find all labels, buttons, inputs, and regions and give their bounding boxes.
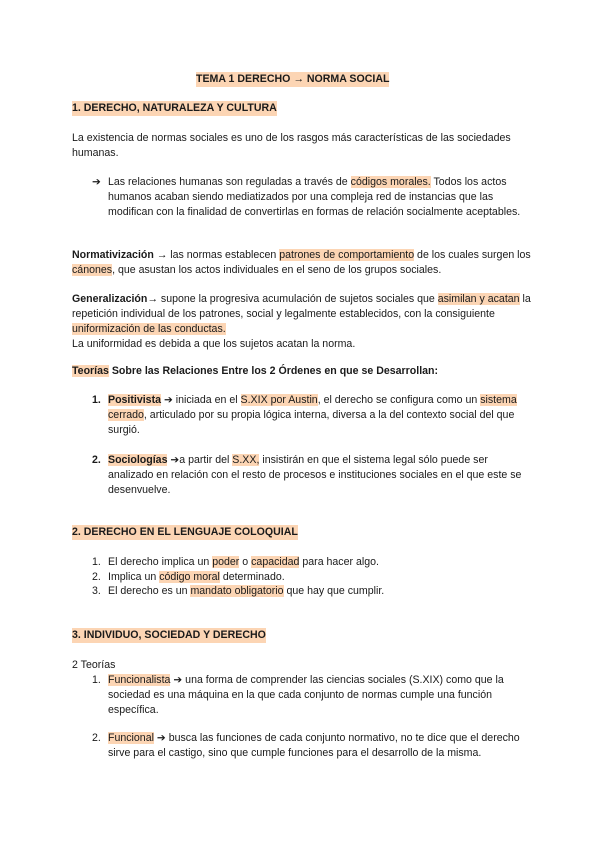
highlight: uniformización de las conductas.: [72, 323, 226, 335]
section-3-heading: 3. INDIVIDUO, SOCIEDAD Y DERECHO: [72, 629, 266, 641]
highlight: sistema cerrado: [108, 394, 517, 421]
section-1-intro: [72, 131, 534, 161]
section-1-heading: 1. DERECHO, NATURALEZA Y CULTURA: [72, 102, 277, 114]
highlight: códigos morales.: [350, 176, 431, 188]
term: Sociologías: [108, 454, 168, 466]
generalizacion-paragraph: Generalización→ supone la progresiva acumulación de sujetos sociales que asimilan y acatan la repetición individual de los patrones, social y legalmente establecidos, con la consiguiente uniformización de las conductas. La uniformidad es debida a que los sujetos acatan la norma.: [72, 292, 534, 352]
theory-item-funcional: 2. Funcional ➔ busca las funciones de cada conjunto normativo, no te dice que el derecho sirve para el castigo, sino que cumple funciones para el desarrollo de la misma.: [92, 732, 520, 759]
uniformity-note: La uniformidad es debida a que los sujetos acatan la norma.: [72, 338, 356, 350]
highlight: código moral: [159, 571, 220, 583]
term: Positivista: [108, 394, 161, 406]
highlight: capacidad: [251, 556, 300, 568]
item-number: 2.: [92, 732, 101, 744]
section-2-heading: 2. DERECHO EN EL LENGUAJE COLOQUIAL: [72, 526, 298, 538]
item-number: 1.: [92, 394, 101, 406]
highlight: mandato obligatorio: [190, 585, 284, 597]
highlight: poder: [212, 556, 240, 568]
list-item: 3. El derecho es un mandato obligatorio que hay que cumplir.: [92, 585, 385, 597]
item-number: 1.: [92, 674, 101, 686]
item-number: 2.: [92, 571, 101, 583]
bullet-item: [92, 175, 532, 220]
term: Normativización: [72, 249, 154, 261]
highlight: cánones: [72, 264, 113, 276]
section-3-sub: [72, 658, 534, 673]
item-number: 3.: [92, 585, 101, 597]
normativizacion-paragraph: Normativización → las normas establecen patrones de comportamiento de los cuales surgen los cánones, que asustan los actos individuales en el seno de los grupos sociales.: [72, 249, 531, 276]
intro-text: La existencia de normas sociales es uno de los rasgos más características de las sociedades humanas.: [72, 132, 511, 159]
term: Generalización: [72, 293, 148, 305]
item-number: 2.: [92, 454, 101, 466]
highlight: asimilan y acatan: [437, 293, 520, 305]
highlight: S.XIX por Austin: [240, 394, 318, 406]
list-item: 1. El derecho implica un poder o capacidad para hacer algo.: [92, 556, 379, 568]
highlight: S.XX,: [232, 454, 260, 466]
arrow-bullet-icon: ➔: [92, 176, 101, 188]
page-title: TEMA 1 DERECHO → NORMA SOCIAL: [196, 73, 390, 85]
theory-item-sociologias: 2. Sociologías ➔a partir del S.XX, insistirán en que el sistema legal sólo puede ser analizado en relación con el resto de procesos e instituciones sociales en el que este se desenvuelve.: [92, 454, 522, 496]
highlight: patrones de comportamiento: [279, 249, 415, 261]
theory-item-funcionalista: 1. Funcionalista ➔ una forma de comprender las ciencias sociales (S.XIX) como que la sociedad es una máquina en la que cada conjunto de normas cumple una función específica.: [92, 674, 504, 716]
subheading-text: 2 Teorías: [72, 659, 116, 671]
term: Funcionalista: [108, 674, 171, 686]
theory-item-positivista: 1. Positivista ➔ iniciada en el S.XIX por Austin, el derecho se configura como un sistema cerrado, articulado por su propia lógica interna, diversa a la del contexto social del que surgió.: [92, 394, 517, 436]
theories-heading: Teorías Sobre las Relaciones Entre los 2 Órdenes en que se Desarrollan:: [72, 365, 439, 377]
term: Funcional: [108, 732, 154, 744]
bullet-text: Las relaciones humanas son reguladas a través de códigos morales. Todos los actos humanos acaban siendo mediatizados por una compleja red de instancias que las modifican con la finalidad de convertirlas en formas de relación socialmente aceptables.: [108, 176, 521, 218]
item-number: 1.: [92, 556, 101, 568]
highlight: Teorías: [72, 365, 109, 377]
list-item: 2. Implica un código moral determinado.: [92, 571, 285, 583]
